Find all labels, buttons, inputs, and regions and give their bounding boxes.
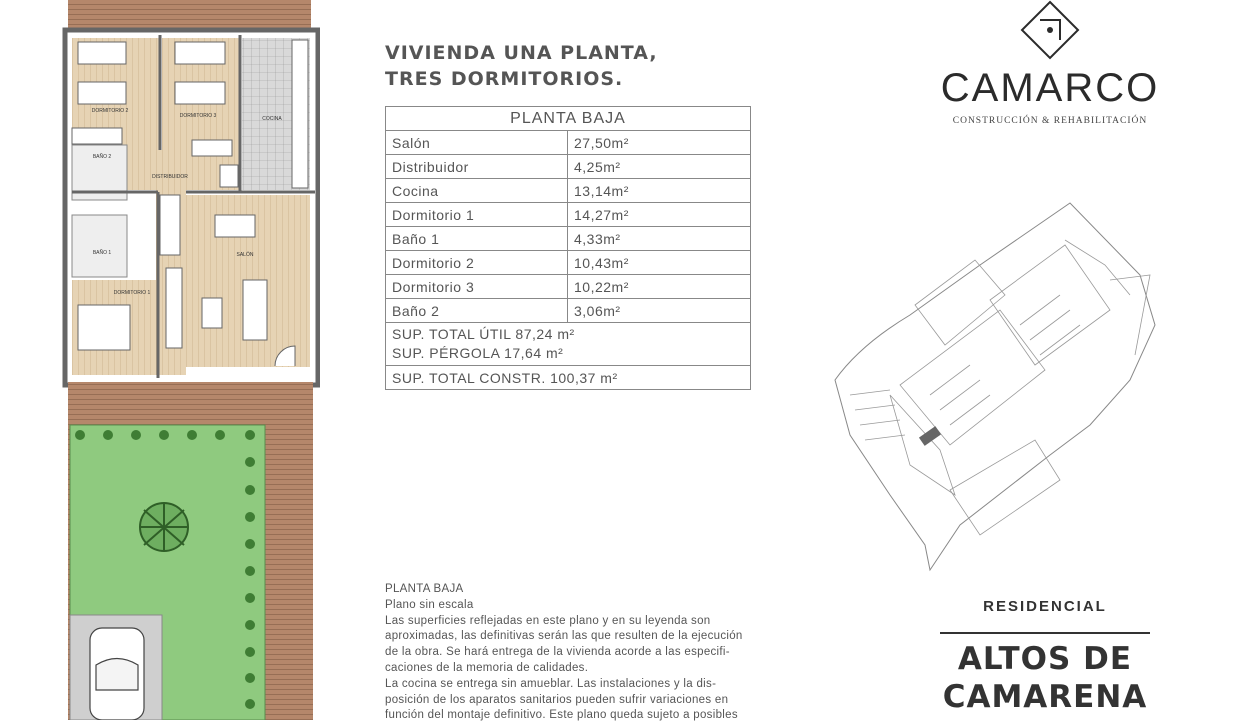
notes-line: aproximadas, las definitivas serán las que resulten de la ejecución xyxy=(385,630,743,643)
label-dorm3: DORMITORIO 3 xyxy=(179,113,217,119)
area-table-header xyxy=(386,107,751,131)
notes-line: de la obra. Se hará entrega de la vivienda acorde a las especifi- xyxy=(385,646,730,659)
table-row xyxy=(386,251,751,275)
brand-tagline: CONSTRUCCIÓN & REHABILITACIÓN xyxy=(952,116,1148,126)
label-bano1: BAÑO 1 xyxy=(92,250,112,256)
room-area: 14,27m² xyxy=(568,203,751,227)
divider xyxy=(940,632,1150,634)
room-area: 13,14m² xyxy=(568,179,751,203)
floor-plan xyxy=(60,0,320,720)
car xyxy=(90,628,144,720)
project-name-line-1: ALTOS DE xyxy=(957,641,1133,677)
room-area: 4,33m² xyxy=(568,227,751,251)
label-dorm2: DORMITORIO 2 xyxy=(91,108,129,114)
notes-line: caciones de la memoria de calidades. xyxy=(385,661,589,674)
notes-line: La cocina se entrega sin amueblar. Las instalaciones y la dis- xyxy=(385,677,717,690)
room-name: Dormitorio 2 xyxy=(386,251,568,275)
room-area: 10,43m² xyxy=(568,251,751,275)
table-row xyxy=(386,155,751,179)
tree xyxy=(140,503,188,551)
notes-title: PLANTA BAJA xyxy=(385,583,464,595)
table-row xyxy=(386,227,751,251)
site-map xyxy=(830,195,1160,585)
project-name xyxy=(940,640,1150,716)
label-dorm1: DORMITORIO 1 xyxy=(113,290,151,296)
label-salon: SALÓN xyxy=(236,252,254,258)
notes-line: Las superficies reflejadas en este plano y en su leyenda son xyxy=(385,614,711,627)
room-area: 3,06m² xyxy=(568,299,751,323)
heading-line-2: TRES DORMITORIOS. xyxy=(385,68,624,90)
brand-logo xyxy=(940,0,1160,135)
room-name: Dormitorio 3 xyxy=(386,275,568,299)
room-area: 27,50m² xyxy=(568,131,751,155)
heading-line-1: VIVIENDA UNA PLANTA, xyxy=(385,42,658,64)
table-row xyxy=(386,323,751,366)
heading xyxy=(385,40,658,92)
room-name: Baño 1 xyxy=(386,227,568,251)
table-row xyxy=(386,131,751,155)
room-name: Cocina xyxy=(386,179,568,203)
table-row xyxy=(386,203,751,227)
diamond-logo-icon xyxy=(940,0,1160,64)
project-name-line-2: CAMARENA xyxy=(942,679,1148,715)
table-row xyxy=(386,366,751,390)
label-cocina: COCINA xyxy=(262,116,282,122)
notes-line: función del montaje definitivo. Este plano queda sujeto a posibles xyxy=(385,709,738,722)
room-name: Distribuidor xyxy=(386,155,568,179)
totals-cell xyxy=(386,323,751,366)
room-name: Baño 2 xyxy=(386,299,568,323)
area-table-title: PLANTA BAJA xyxy=(386,107,751,131)
area-table xyxy=(385,106,751,390)
label-bano2: BAÑO 2 xyxy=(92,154,112,160)
brand-name: CAMARCO xyxy=(940,66,1160,110)
notes xyxy=(385,582,750,724)
table-row xyxy=(386,179,751,203)
sup-util: SUP. TOTAL ÚTIL 87,24 m² xyxy=(392,326,575,342)
room-area: 10,22m² xyxy=(568,275,751,299)
top-terrace xyxy=(68,0,311,30)
project-label: RESIDENCIAL xyxy=(983,598,1107,615)
room-area: 4,25m² xyxy=(568,155,751,179)
room-name: Salón xyxy=(386,131,568,155)
notes-line: posición de los aparatos sanitarios pueden sufrir variaciones en xyxy=(385,693,729,706)
label-distribuidor: DISTRIBUIDOR xyxy=(152,174,188,180)
room-name: Dormitorio 1 xyxy=(386,203,568,227)
sup-constr: SUP. TOTAL CONSTR. 100,37 m² xyxy=(386,366,751,390)
table-row xyxy=(386,275,751,299)
sup-pergola: SUP. PÉRGOLA 17,64 m² xyxy=(392,345,564,361)
notes-subtitle: Plano sin escala xyxy=(385,598,474,611)
table-row xyxy=(386,299,751,323)
